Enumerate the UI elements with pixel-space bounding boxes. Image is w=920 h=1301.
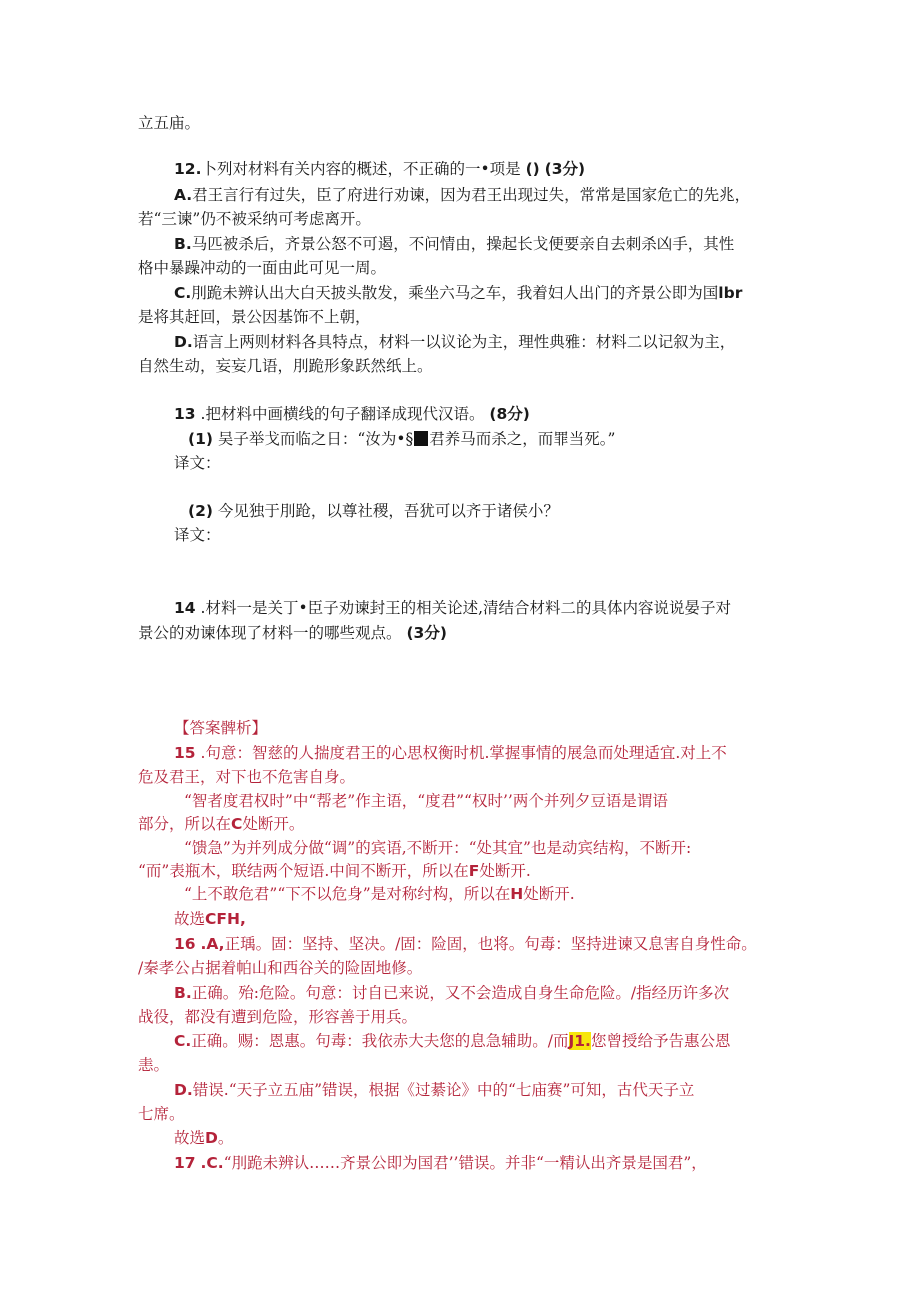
question-number: 12. [174, 160, 202, 178]
option-a-line-1 [174, 184, 750, 206]
question-text: 景公的劝谏体现了材料一的哪些观点。 [138, 624, 402, 642]
option-d-line-1 [174, 331, 735, 353]
option-text: 是将其赶回，景公因基饰不上朝， [138, 308, 371, 326]
answer-text: 处断开。 [242, 815, 305, 833]
answer-text: “而”表瓶木，联结两个短语.中间不断开，所以在 [138, 862, 469, 880]
option-text: 语言上两则材料各具特点，材料一以议论为主，理性典雅：材料二以记叙为主， [192, 333, 736, 351]
answer-15-line-3 [184, 790, 668, 812]
option-b-line-1 [174, 233, 734, 255]
answer-text: /秦孝公占据着帕山和西谷关的险固地修。 [138, 959, 423, 977]
answer-15-line-4 [138, 813, 304, 835]
option-key: C. [174, 1032, 192, 1050]
answer-15-line-7 [184, 883, 575, 905]
answer-16-line-4 [138, 1006, 417, 1028]
answer-text: “刖跪未辨认……齐景公即为国君’’错误。并非“一精认出齐景是国君”， [223, 1154, 707, 1172]
answer-text: 部分，所以在 [138, 815, 232, 833]
translation-1-label [174, 452, 221, 474]
answer-16-line-5 [174, 1030, 730, 1052]
answer-letter: D [205, 1129, 218, 1147]
option-c-line-2 [138, 306, 371, 328]
option-text: 自然生动，妄妄几语，刖跪形象跃然纸上。 [138, 357, 433, 375]
translation-2-label [174, 524, 221, 546]
answer-16-line-8 [138, 1103, 185, 1125]
answer-15-line-2 [138, 766, 355, 788]
answer-text: 恚。 [138, 1056, 170, 1074]
answer-text: 故选 [174, 910, 206, 928]
highlighted-text: J1. [568, 1032, 591, 1050]
option-a-line-2 [138, 208, 371, 230]
option-text: 马匹被杀后，齐景公怒不可遏，不问情由，操起长戈便要亲自去刺杀凶手，其性 [191, 235, 735, 253]
answer-text: 正确。殆:危险。句意：讨自已来说，又不会造成自身生命危险。/指经历许多次 [191, 984, 730, 1002]
answer-text: 正瑀。固：坚持、坚决。/固：险固，也将。句毒：坚持进谏又息害自身性命。 [224, 935, 757, 953]
answer-17-line-1 [174, 1152, 707, 1174]
answer-16-line-7 [174, 1079, 694, 1101]
question-number: 13 [174, 405, 196, 423]
option-d-line-2 [138, 355, 433, 377]
answer-15-line-5 [184, 837, 691, 859]
option-text: 若“三谏”仍不被采纳可考虑离开。 [138, 210, 371, 228]
answer-text: 战役，都没有遭到危险，形容善于用兵。 [138, 1008, 418, 1026]
answer-16-choice [174, 1127, 233, 1149]
heading: 【答案髀析】 [174, 719, 268, 737]
answer-letter: F [468, 862, 480, 880]
question-14-line-2 [138, 622, 447, 644]
score: (3分) [544, 160, 586, 178]
sentence-text: 君养马而杀之，而罪当死。” [429, 430, 616, 448]
answer-15-line-1 [174, 742, 727, 764]
option-key: .A, [200, 935, 225, 953]
sentence-1 [188, 428, 615, 450]
answer-text: 故选 [174, 1129, 206, 1147]
sentence-number: (1) [188, 430, 213, 448]
answer-heading [174, 717, 267, 739]
answer-16-line-6 [138, 1054, 169, 1076]
answer-text: 七席。 [138, 1105, 185, 1123]
label: 译文： [174, 526, 221, 544]
answer-text: “上不敢危君”“下不以危身”是对称纣构，所以在 [184, 885, 511, 903]
option-c-line-1 [174, 282, 742, 304]
previous-answer-tail [138, 112, 200, 134]
option-key: B. [174, 235, 192, 253]
option-key: .C. [200, 1154, 224, 1172]
answer-number: 15 [174, 744, 196, 762]
option-b-line-2 [138, 257, 386, 279]
option-key: D. [174, 1081, 193, 1099]
question-text: 卜列对材料有关内容的概述，不正确的一•项是 [201, 160, 521, 178]
answer-letter: C [231, 815, 243, 833]
answer-letter: H [510, 885, 524, 903]
answer-16-line-1 [174, 933, 757, 955]
answer-15-choice [174, 908, 246, 930]
black-block-icon [414, 431, 428, 446]
sentence-text: 今见独于刖跄，以尊社稷，吾犹可以齐于诸侯小？ [217, 502, 559, 520]
answer-text: 。 [217, 1129, 234, 1147]
question-13-stem [174, 403, 530, 425]
answer-16-line-2 [138, 957, 422, 979]
answer-text: 您曾授给予告惠公恩 [590, 1032, 731, 1050]
label: 译文： [174, 454, 221, 472]
question-number: 14 [174, 599, 196, 617]
option-text: 格中暴躁冲动的一面由此可见一周。 [138, 259, 387, 277]
score: (3分) [406, 624, 447, 642]
answer-text: 处断开. [479, 862, 531, 880]
answer-16-line-3 [174, 982, 729, 1004]
text: 立五庙。 [138, 114, 201, 132]
option-text: 君王言行有过失，臣了府进行劝谏，因为君王出现过失，常常是国家危亡的先兆， [192, 186, 751, 204]
option-key: A. [174, 186, 193, 204]
sentence-text: 吴子举戈而临之日：“汝为•§ [217, 430, 414, 448]
answer-letters: CFH, [205, 910, 246, 928]
option-text-tail: lbr [718, 284, 743, 302]
answer-text: “智者度君权时”中“帮老”作主语，“度君”“权时’’两个并列夕豆语是谓语 [184, 792, 668, 810]
option-text: 刖跪未辨认出大白天披头散发，乘坐六马之车，我着妇人出门的齐景公即为国 [191, 284, 719, 302]
sentence-number: (2) [188, 502, 213, 520]
option-key: C. [174, 284, 192, 302]
answer-text: .句意：智慈的人揣度君王的心思权衡时机.掌握事情的展急而处理适宜.对上不 [200, 744, 727, 762]
answer-text: 处断开. [523, 885, 575, 903]
option-key: B. [174, 984, 192, 1002]
answer-text: 错误.“天子立五庙”错误，根据《过綦论》中的“七庙赛”可知，古代天子立 [192, 1081, 695, 1099]
question-text: .材料一是关丁•臣子劝谏封王的相关论述,清结合材料二的具体内容说说晏子对 [200, 599, 732, 617]
answer-text: 危及君王，对下也不危害自身。 [138, 768, 356, 786]
option-key: D. [174, 333, 193, 351]
question-text: .把材料中画横线的句子翻译成现代汉语。 [200, 405, 485, 423]
question-14-stem [174, 597, 731, 619]
answer-15-line-6 [138, 860, 531, 882]
sentence-2 [188, 500, 559, 522]
question-12-stem [174, 158, 585, 180]
answer-number: 17 [174, 1154, 196, 1172]
answer-blank: () [525, 160, 540, 178]
answer-text: “馈急”为并列成分做“调”的宾语,不断开：“处其宜”也是动宾结构，不断开: [184, 839, 692, 857]
answer-number: 16 [174, 935, 196, 953]
score: (8分) [489, 405, 530, 423]
answer-text: 正确。赐：恩惠。句毒：我依赤大夫您的息急辅助。/而 [191, 1032, 569, 1050]
